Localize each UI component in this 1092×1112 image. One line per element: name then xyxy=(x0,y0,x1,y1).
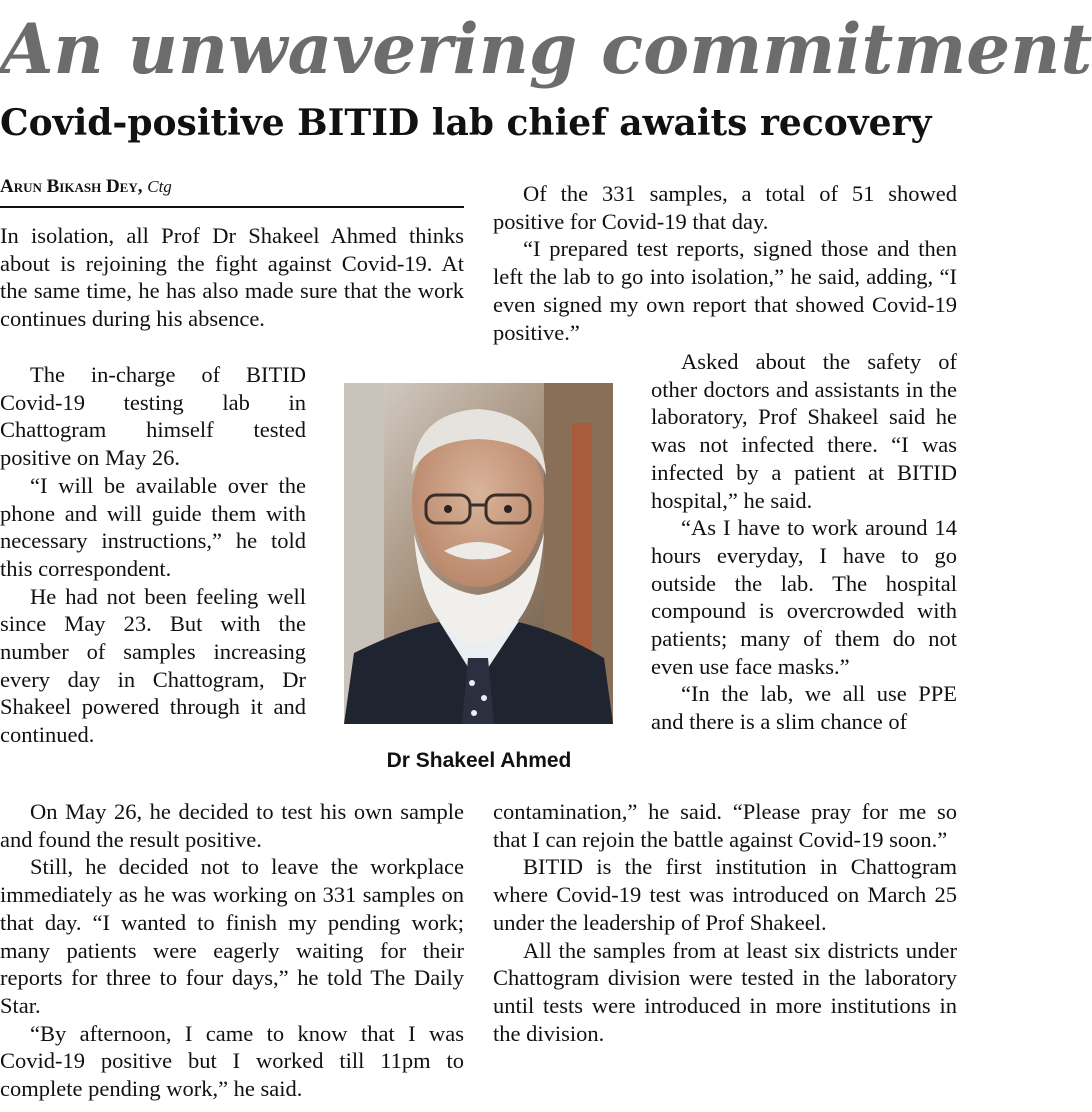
col2-block-bottom xyxy=(493,798,957,1047)
col1-paragraph-6: Still, he decided not to leave the workplace immediately as he was working on 331 samples on that day. “I wanted to finish my pending work; many patients were eagerly waiting for their reports for three to four days,” he told The Daily Star. xyxy=(0,854,464,1018)
photo-caption: Dr Shakeel Ahmed xyxy=(386,749,572,772)
col1-block-narrow xyxy=(0,361,306,749)
col1-block-top xyxy=(0,222,464,333)
col1-paragraph-4: He had not been feeling well since May 23. But with the number of samples increasing every day in Chattogram, Dr Shakeel powered through it and continued. xyxy=(0,583,306,748)
col2-block-narrow xyxy=(651,348,957,736)
col2-paragraph-5b: contamination,” he said. “Please pray for me so that I can rejoin the battle against Covid-19 soon.” xyxy=(493,799,957,852)
col2-block-top xyxy=(493,180,957,346)
col1-paragraph-3: “I will be available over the phone and will guide them with necessary instructions,” he told this correspondent. xyxy=(0,472,306,581)
col2-paragraph-3: Asked about the safety of other doctors and assistants in the laboratory, Prof Shakeel said he was not infected there. “I was infected by a patient at BITID hospital,” he said. xyxy=(651,349,957,513)
col1-block-bottom xyxy=(0,798,464,1103)
col1-paragraph-1: In isolation, all Prof Dr Shakeel Ahmed thinks about is rejoining the fight against Covid-19. At the same time, he has also made sure that the work continues during his absence. xyxy=(0,223,464,332)
col2-paragraph-5a: “In the lab, we all use PPE and there is a slim chance of xyxy=(651,681,957,735)
portrait-photo xyxy=(344,383,613,724)
main-headline: Covid-positive BITID lab chief awaits recovery xyxy=(0,102,932,144)
byline-location: Ctg xyxy=(147,177,172,196)
byline xyxy=(0,174,464,208)
col2-paragraph-1: Of the 331 samples, a total of 51 showed positive for Covid-19 that day. xyxy=(493,181,957,234)
byline-author: Arun Bikash Dey, xyxy=(0,176,143,197)
col1-paragraph-2: The in-charge of BITID Covid-19 testing lab in Chattogram himself tested positive on May 26. xyxy=(0,362,306,471)
col1-paragraph-7: “By afternoon, I came to know that I was Covid-19 positive but I worked till 11pm to complete pending work,” he said. xyxy=(0,1020,464,1102)
col2-paragraph-2: “I prepared test reports, signed those and then left the lab to go into isolation,” he said, adding, “I even signed my own report that showed Covid-19 positive.” xyxy=(493,236,957,345)
kicker-headline: An unwavering commitment xyxy=(0,9,1092,90)
col2-paragraph-7: All the samples from at least six districts under Chattogram division were tested in the laboratory until tests were introduced in more institutions in the division. xyxy=(493,937,957,1046)
col1-paragraph-5: On May 26, he decided to test his own sample and found the result positive. xyxy=(0,799,464,852)
portrait-image xyxy=(344,383,613,724)
col2-paragraph-4: “As I have to work around 14 hours everyday, I have to go outside the lab. The hospital compound is overcrowded with patients; many of them do not even use face masks.” xyxy=(651,515,957,679)
col2-paragraph-6: BITID is the first institution in Chattogram where Covid-19 test was introduced on March 25 under the leadership of Prof Shakeel. xyxy=(493,854,957,935)
